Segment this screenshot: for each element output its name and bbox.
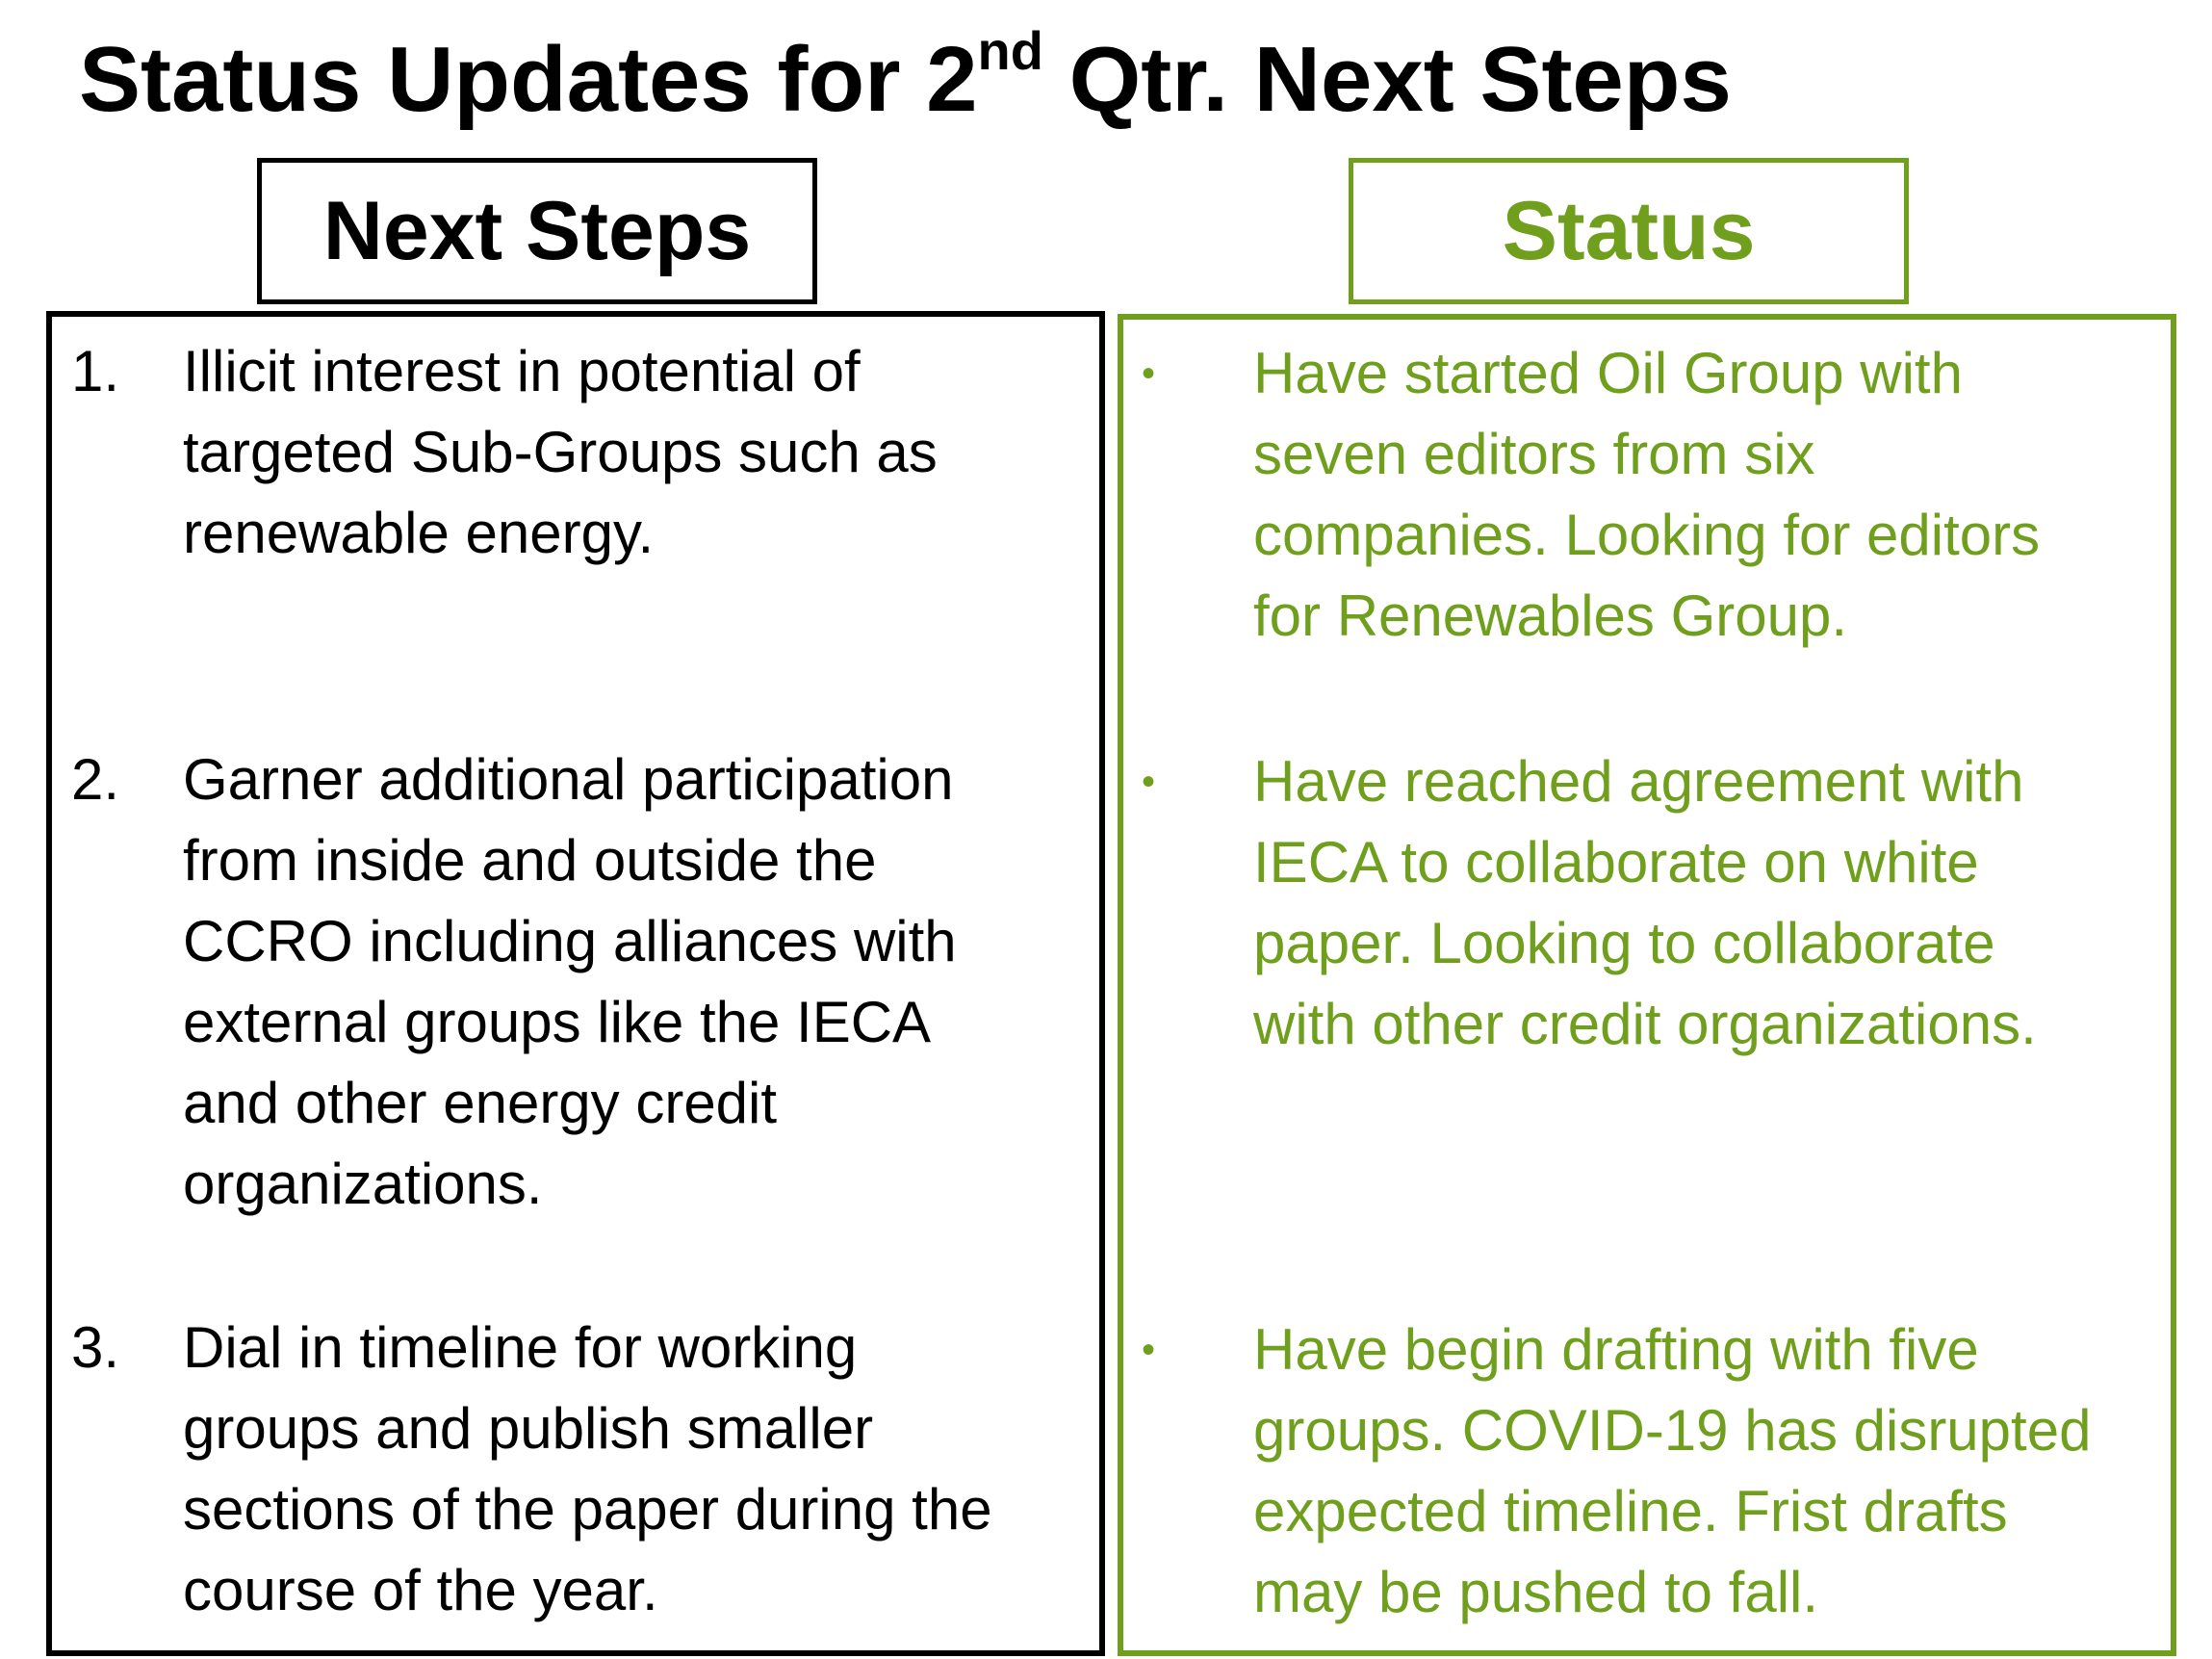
next-step-line: sections of the paper during the	[183, 1477, 992, 1542]
status-text	[1253, 333, 2040, 657]
status-header-label: Status	[1502, 184, 1756, 277]
next-step-line: course of the year.	[183, 1558, 658, 1622]
next-step-line: targeted Sub-Groups such as	[183, 420, 938, 484]
status-line: seven editors from six	[1253, 422, 1815, 486]
next-steps-header-label: Next Steps	[322, 184, 752, 277]
next-step-line: from inside and outside the	[183, 828, 877, 893]
next-step-number: 1.	[71, 339, 120, 403]
bullet-dot-icon: •	[1142, 352, 1156, 395]
status-line: groups. COVID-19 has disrupted	[1253, 1398, 2092, 1463]
slide-title	[79, 17, 1732, 143]
next-step-text	[183, 1308, 992, 1631]
title-superscript: nd	[977, 20, 1043, 81]
status-line: Have reached agreement with	[1253, 749, 2024, 814]
next-step-text	[183, 739, 957, 1225]
next-steps-header	[257, 158, 817, 304]
next-step-line: renewable energy.	[183, 501, 655, 565]
next-step-number: 3.	[71, 1315, 120, 1380]
next-step-line: CCRO including alliances with	[183, 909, 957, 973]
status-text	[1253, 741, 2037, 1065]
next-step-line: groups and publish smaller	[183, 1396, 874, 1461]
next-step-line: external groups like the IECA	[183, 990, 932, 1054]
next-step-line: organizations.	[183, 1152, 543, 1216]
status-line: may be pushed to fall.	[1253, 1560, 1819, 1624]
next-step-text	[183, 331, 938, 574]
next-step-line: Garner additional participation	[183, 747, 954, 812]
status-line: companies. Looking for editors	[1253, 503, 2041, 567]
status-line: for Renewables Group.	[1253, 583, 1847, 648]
next-step-number: 2.	[71, 747, 120, 812]
status-line: Have begin drafting with five	[1253, 1317, 1979, 1382]
bullet-dot-icon: •	[1142, 761, 1156, 803]
bullet-dot-icon: •	[1142, 1329, 1156, 1371]
title-prefix: Status Updates for 2	[79, 28, 978, 131]
status-header	[1349, 158, 1909, 304]
next-step-line: Illicit interest in potential of	[183, 339, 861, 403]
status-line: Have started Oil Group with	[1253, 341, 1963, 405]
next-step-line: Dial in timeline for working	[183, 1315, 858, 1380]
status-line: paper. Looking to collaborate	[1253, 911, 1995, 975]
status-line: expected timeline. Frist drafts	[1253, 1479, 2008, 1543]
title-suffix: Qtr. Next Steps	[1042, 28, 1732, 131]
status-line: IECA to collaborate on white	[1253, 830, 1979, 894]
status-text	[1253, 1309, 2091, 1633]
status-line: with other credit organizations.	[1253, 992, 2037, 1056]
next-step-line: and other energy credit	[183, 1071, 778, 1135]
